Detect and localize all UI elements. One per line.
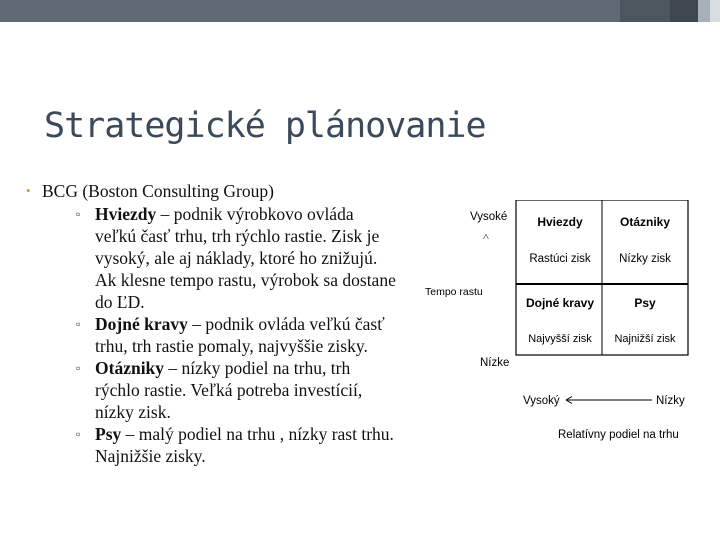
bullet-item-question-marks	[22, 357, 472, 423]
bullet-square-icon: ▫	[76, 317, 81, 331]
top-decorative-bar	[0, 0, 720, 22]
item-term: Otázniky	[95, 358, 165, 378]
item-text: – podnik ovláda veľkú časť trhu, trh rastie pomaly, najvyššie zisky.	[95, 314, 385, 356]
y-axis-label: Tempo rastu	[425, 286, 483, 298]
bullet-square-icon: ▫	[76, 207, 81, 221]
cell-sub-cash-cows: Najvyšší zisk	[528, 333, 592, 345]
x-left-label: Vysoký	[523, 395, 560, 407]
top-bar-segment-3	[670, 0, 698, 22]
top-bar-segment-5	[710, 0, 720, 22]
bullet-item-dogs	[22, 423, 472, 467]
item-text: – podnik výrobkovo ovláda veľkú časť trhu, trh rýchlo rastie. Zisk je vysoký, ale aj náklady, ktoré ho znižujú. Ak klesne tempo rastu, výrobok sa dostane do ĽD.	[95, 204, 396, 312]
up-arrow-icon: ˄	[482, 231, 490, 243]
cell-name-question-marks: Otázniky	[619, 215, 671, 229]
slide-content	[22, 180, 472, 467]
top-bar-segment-4	[698, 0, 710, 22]
bullet-square-icon: ▫	[76, 427, 81, 441]
item-term: Dojné kravy	[95, 314, 188, 334]
cell-name-stars: Hviezdy	[537, 215, 583, 229]
x-right-label: Nízky	[656, 395, 685, 407]
x-axis-label: Relatívny podiel na trhu	[558, 429, 679, 441]
cell-sub-dogs: Najnižší zisk	[614, 333, 676, 345]
top-bar-segment-2	[620, 0, 670, 22]
cell-sub-stars: Rastúci zisk	[529, 253, 591, 265]
bullet-item-stars	[22, 203, 472, 313]
heading-text: BCG (Boston Consulting Group)	[42, 181, 274, 201]
cell-name-cash-cows: Dojné kravy	[525, 296, 595, 310]
y-top-label: Vysoké	[470, 211, 508, 223]
bcg-matrix-diagram	[420, 200, 720, 450]
bullet-heading	[22, 180, 472, 202]
item-text: – nízky podiel na trhu, trh rýchlo rastie. Veľká potreba investícií, nízky zisk.	[95, 358, 363, 422]
cell-sub-question-marks: Nízky zisk	[619, 253, 671, 265]
bullet-dot-icon: •	[26, 183, 31, 198]
item-term: Hviezdy	[95, 204, 157, 224]
item-text: – malý podiel na trhu , nízky rast trhu. Najnižšie zisky.	[95, 424, 394, 466]
top-bar-segment-1	[0, 0, 620, 22]
cell-name-dogs: Psy	[634, 296, 656, 310]
item-term: Psy	[95, 424, 122, 444]
y-bottom-label: Nízke	[480, 357, 510, 369]
slide-title: Strategické plánovanie	[44, 106, 486, 146]
bullet-item-cash-cows	[22, 313, 472, 357]
bullet-square-icon: ▫	[76, 361, 81, 375]
